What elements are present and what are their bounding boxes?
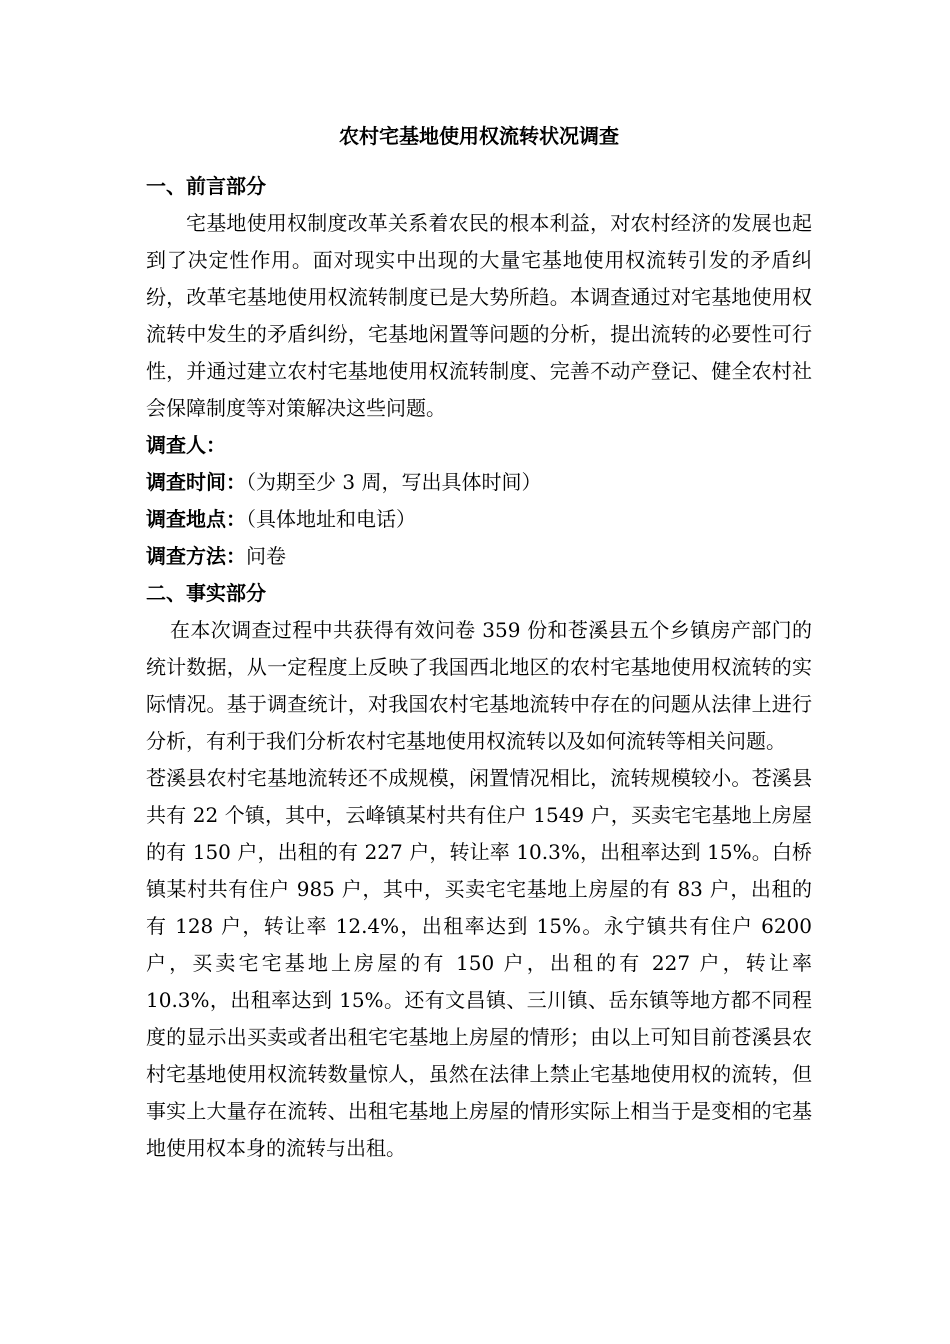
survey-method-label: 调查方法：	[146, 544, 246, 568]
survey-time-line	[146, 464, 812, 501]
preface-paragraph: 宅基地使用权制度改革关系着农民的根本利益，对农村经济的发展也起到了决定性作用。面对现实中出现的大量宅基地使用权流转引发的矛盾纠纷，改革宅基地使用权流转制度已是大势所趋。本调查通过对宅基地使用权流转中发生的矛盾纠纷，宅基地闲置等问题的分析，提出流转的必要性可行性，并通过建立农村宅基地使用权流转制度、完善不动产登记、健全农村社会保障制度等对策解决这些问题。	[146, 211, 812, 420]
investigator-line	[146, 427, 812, 464]
facts-paragraph-1: 在本次调查过程中共获得有效问卷 359 份和苍溪县五个乡镇房产部门的统计数据，从一定程度上反映了我国西北地区的农村宅基地使用权流转的实际情况。基于调查统计，对我国农村宅基地流转中存在的问题从法律上进行分析，有利于我们分析农村宅基地使用权流转以及如何流转等相关问题。	[146, 618, 812, 753]
investigator-label: 调查人：	[146, 433, 226, 457]
survey-method-value: 问卷	[246, 544, 286, 568]
survey-method-line	[146, 538, 812, 575]
survey-place-label: 调查地点：	[146, 507, 246, 531]
facts-paragraph-2: 苍溪县农村宅基地流转还不成规模，闲置情况相比，流转规模较小。苍溪县共有 22 个镇，其中，云峰镇某村共有住户 1549 户，买卖宅宅基地上房屋的有 150 户，出租的有 227 户，转让率 10.3%，出租率达到 15%。白桥镇某村共有住户 985 户，其中，买卖宅宅基地上房屋的有 83 户，出租的有 128 户，转让率 12.4%，出租率达到 15%。永宁镇共有住户 6200 户，买卖宅宅基地上房屋的有 150 户，出租的有 227 户，转让率 10.3%，出租率达到 15%。还有文昌镇、三川镇、岳东镇等地方都不同程度的显示出买卖或者出租宅宅基地上房屋的情形；由以上可知目前苍溪县农村宅基地使用权流转数量惊人，虽然在法律上禁止宅基地使用权的流转，但事实上大量存在流转、出租宅基地上房屋的情形实际上相当于是变相的宅基地使用权本身的流转与出租。	[146, 766, 812, 1160]
document-body	[146, 118, 812, 1167]
survey-time-label: 调查时间：	[146, 470, 246, 494]
section-heading-facts: 二、事实部分	[146, 581, 266, 605]
survey-time-value: （为期至少 3 周，写出具体时间）	[246, 470, 542, 494]
survey-place-line	[146, 501, 812, 538]
survey-place-value: （具体地址和电话）	[246, 507, 416, 531]
section-heading-preface: 一、前言部分	[146, 174, 266, 198]
document-title: 农村宅基地使用权流转状况调查	[339, 124, 619, 148]
